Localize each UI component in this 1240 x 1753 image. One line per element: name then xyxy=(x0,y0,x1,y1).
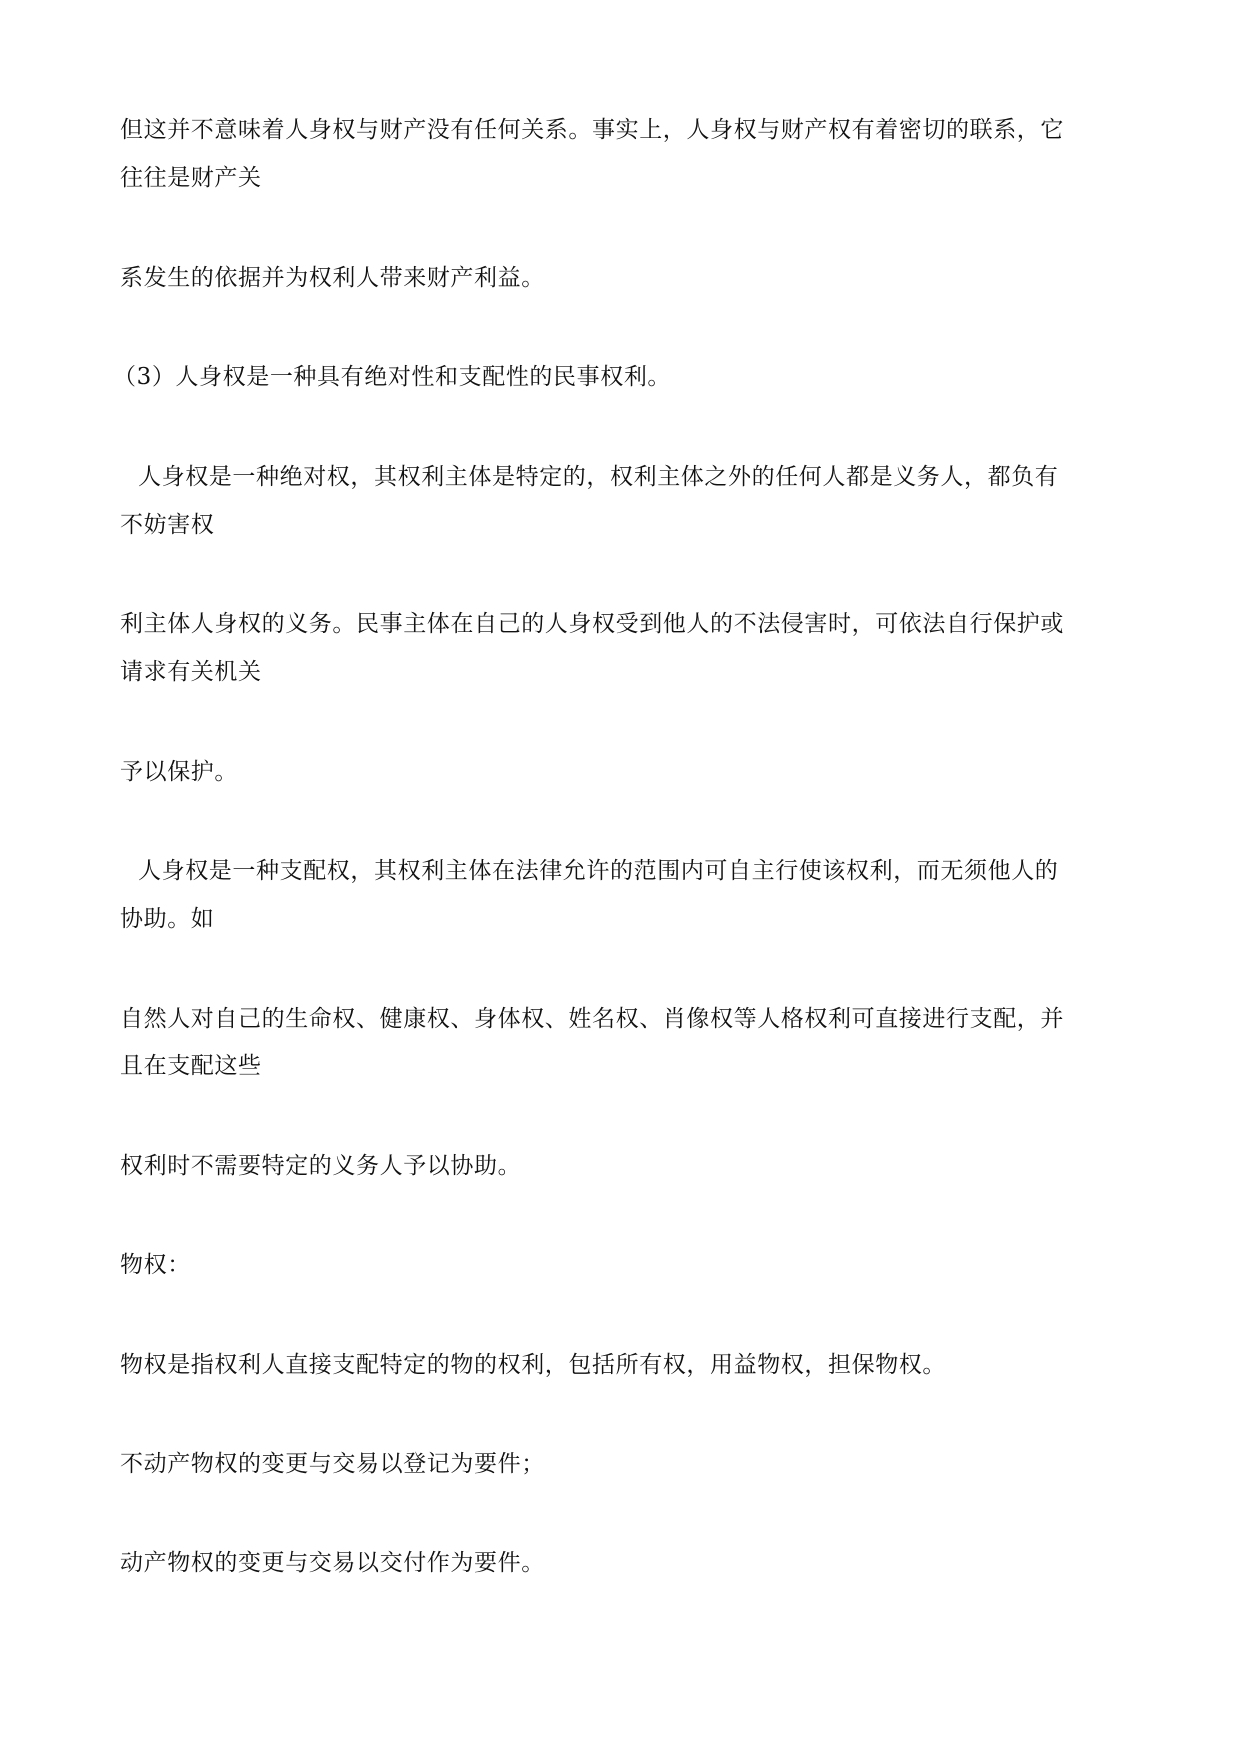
text-line-11: 协助。如 xyxy=(120,906,215,932)
text-line-6: 不妨害权 xyxy=(120,512,215,538)
text-line-2: 往往是财产关 xyxy=(120,165,262,191)
text-line-10: 人身权是一种支配权，其权利主体在法律允许的范围内可自主行使该权利，而无须他人的 xyxy=(138,858,1059,884)
text-line-13: 且在支配这些 xyxy=(120,1053,262,1079)
text-line-1: 但这并不意味着人身权与财产没有任何关系。事实上，人身权与财产权有着密切的联系，它 xyxy=(120,117,1064,143)
text-line-14: 权利时不需要特定的义务人予以协助。 xyxy=(120,1153,522,1179)
text-line-8: 请求有关机关 xyxy=(120,659,262,685)
text-line-17: 不动产物权的变更与交易以登记为要件； xyxy=(120,1451,545,1477)
text-line-9: 予以保护。 xyxy=(120,759,238,785)
text-line-7: 利主体人身权的义务。民事主体在自己的人身权受到他人的不法侵害时，可依法自行保护或 xyxy=(120,611,1064,637)
heading-property-rights: 物权： xyxy=(120,1252,191,1278)
text-line-18: 动产物权的变更与交易以交付作为要件。 xyxy=(120,1550,545,1576)
section-heading-3: （3）人身权是一种具有绝对性和支配性的民事权利。 xyxy=(113,364,672,390)
text-line-3: 系发生的依据并为权利人带来财产利益。 xyxy=(120,265,545,291)
text-line-5: 人身权是一种绝对权，其权利主体是特定的，权利主体之外的任何人都是义务人，都负有 xyxy=(138,464,1059,490)
text-line-12: 自然人对自己的生命权、健康权、身体权、姓名权、肖像权等人格权利可直接进行支配，并 xyxy=(120,1006,1064,1032)
text-line-16: 物权是指权利人直接支配特定的物的权利，包括所有权，用益物权，担保物权。 xyxy=(120,1352,946,1378)
